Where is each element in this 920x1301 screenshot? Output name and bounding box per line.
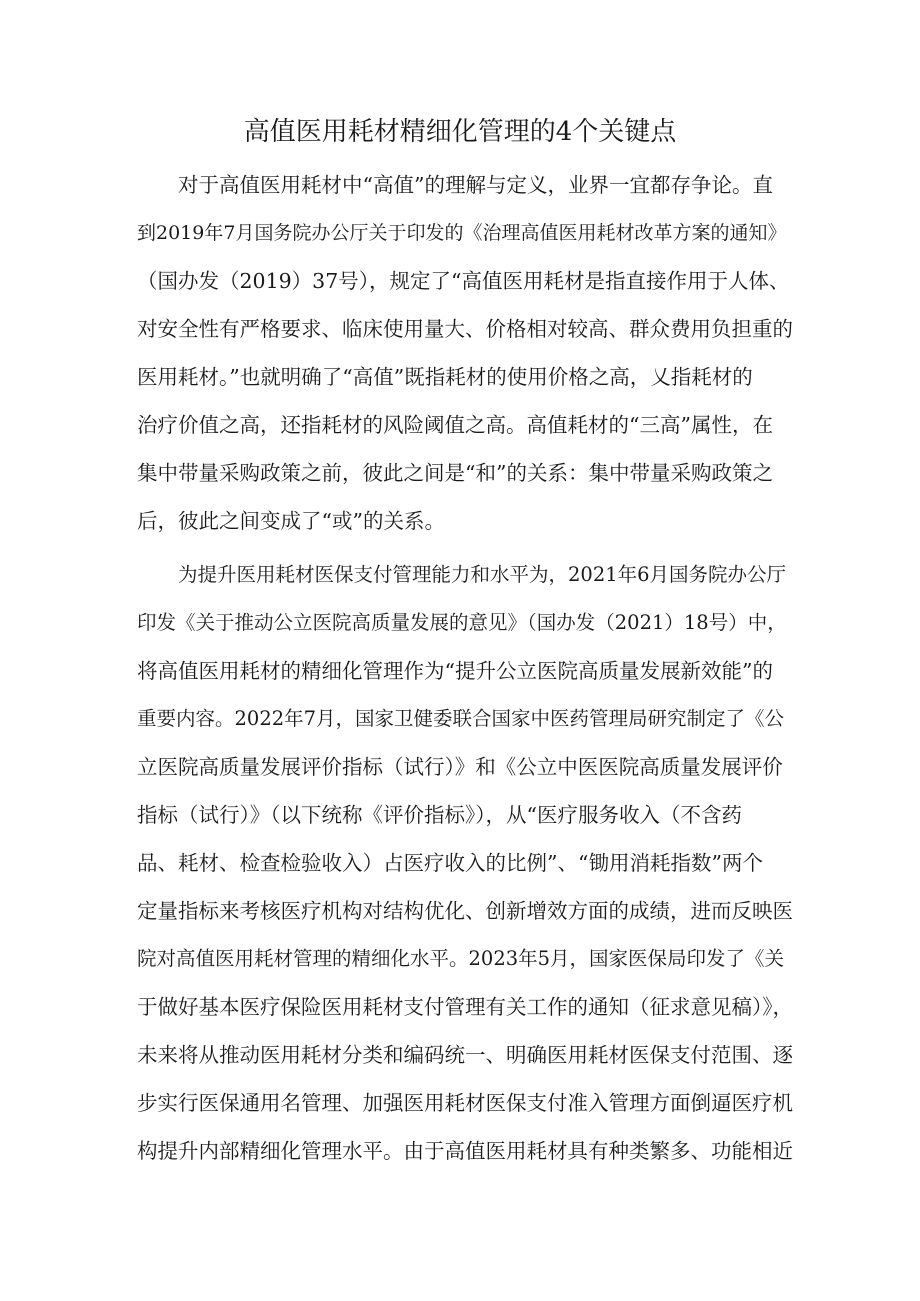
paragraph-line: 重要内容。2022年7月，国家卫健委联合国家中医药管理局研究制定了《公: [137, 707, 785, 730]
paragraph-line: 印发《关于推动公立医院高质量发展的意见》（国办发（2021）18号）中，: [137, 611, 787, 634]
paragraph-line: 对于高值医用耗材中“高值”的理解与定义，业界一宜都存争论。直: [178, 173, 773, 197]
paragraph-line: 治疗价值之高，还指耗材的风险阈值之高。高值耗材的“三高”属性，在: [137, 413, 773, 437]
paragraph-line: 品、耗材、检查检验收入）占医疗收入的比例”、“锄用消耗指数”两个: [137, 851, 763, 875]
paragraph-line: 后，彼此之间变成了“或”的关系。: [137, 509, 445, 533]
document-title: 高值医用耗材精细化管理的4个关键点: [243, 117, 677, 147]
paragraph-line: 为提升医用耗材医保支付管理能力和水平为，2021年6月国务院办公厅: [178, 563, 787, 586]
paragraph: [137, 161, 797, 545]
paragraph-line: （国办发（2019）37号），规定了“高值医用耗材是指直接作用于人体、: [137, 269, 790, 293]
paragraph-line: 指标（试行）》（以下统称《评价指标》），从“医疗服务收入（不含药: [137, 803, 742, 827]
paragraph-line: 步实行医保通用名管理、加强医用耗材医保支付准入管理方面倒逼医疗机: [137, 1091, 793, 1115]
paragraph-line: 院对高值医用耗材管理的精细化水平。2023年5月，国家医保局印发了《关: [137, 947, 785, 970]
paragraph-line: 于做好基本医疗保险医用耗材支付管理有关工作的通知（征求意见稿）》，: [137, 995, 793, 1019]
paragraph-line: 对安全性有严格要求、临床使用量大、价格相对较高、群众费用负担重的: [137, 317, 793, 341]
paragraph-line: 将高值医用耗材的精细化管理作为“提升公立医院高质量发展新效能”的: [137, 659, 773, 683]
paragraph-line: 未来将从推动医用耗材分类和编码统一、明确医用耗材医保支付范围、逐: [137, 1043, 793, 1067]
paragraph-line: 集中带量采购政策之前，彼此之间是“和”的关系：集中带量采购政策之: [137, 461, 773, 485]
paragraph: [137, 551, 797, 1175]
paragraph-line: 立医院高质量发展评价指标（试行）》和《公立中医医院高质量发展评价: [137, 755, 783, 779]
paragraph-line: 医用耗材。”也就明确了“高值”既指耗材的使用价格之高，乂指耗材的: [137, 365, 753, 389]
paragraph-line: 构提升内部精细化管理水平。由于高值医用耗材具有种类繁多、功能相近: [137, 1139, 793, 1163]
paragraph-line: 到2019年7月国务院办公厅关于印发的《治理高值医用耗材改革方案的通知》: [137, 222, 787, 244]
paragraph-line: 定量指标来考核医疗机构对结构优化、创新增效方面的成绩，进而反映医: [137, 899, 793, 923]
